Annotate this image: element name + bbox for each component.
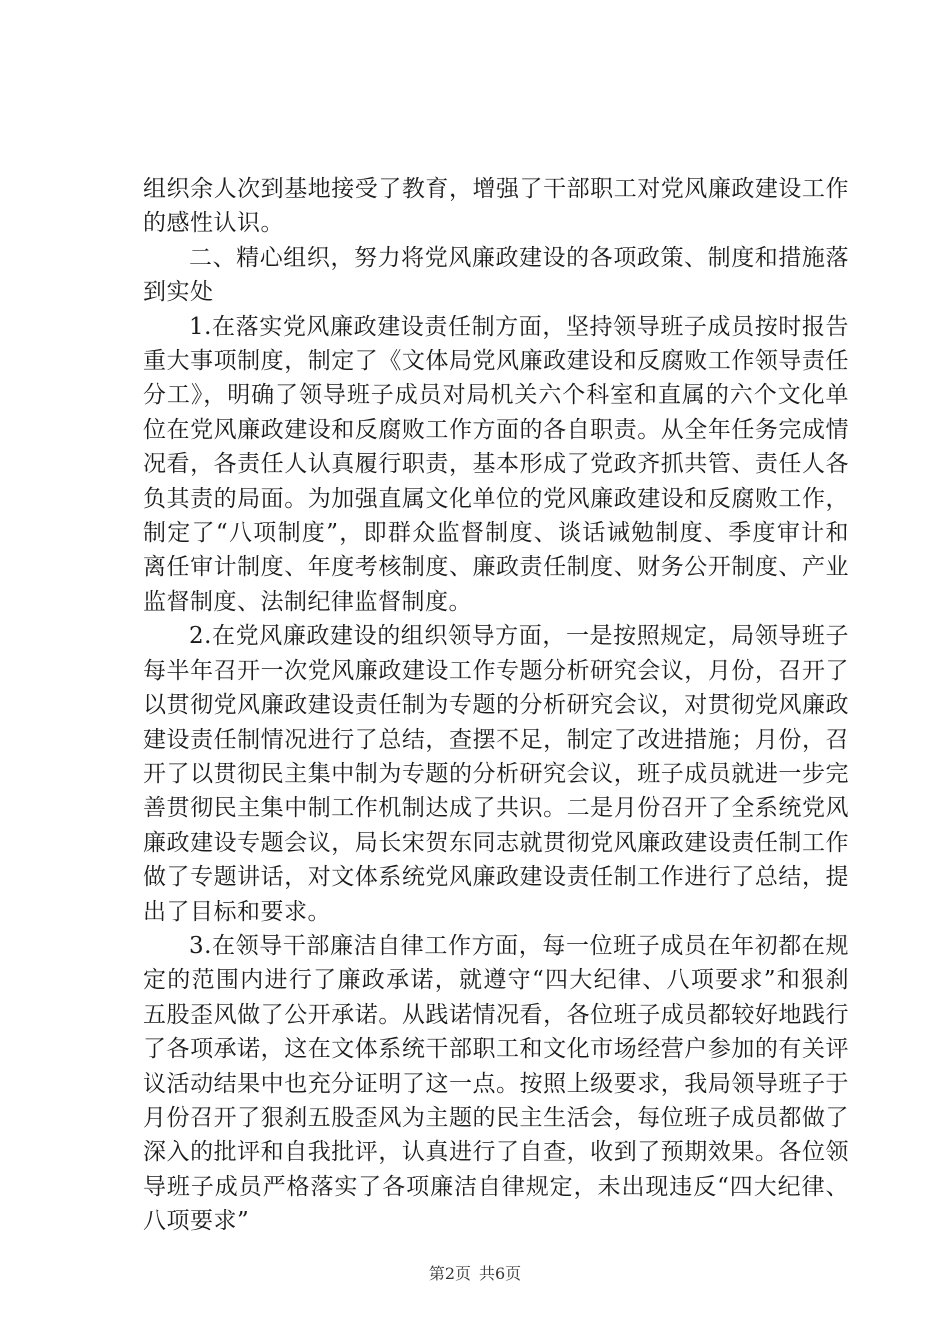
page-footer bbox=[0, 1261, 950, 1284]
page-total: 共6页 bbox=[479, 1264, 522, 1283]
section-heading-2: 二、精心组织，努力将党风廉政建设的各项政策、制度和措施落到实处 bbox=[143, 244, 849, 306]
paragraph-continuation: 组织余人次到基地接受了教育，增强了干部职工对党风廉政建设工作的感性认识。 bbox=[143, 176, 849, 237]
page-number: 第2页 bbox=[428, 1264, 471, 1283]
document-body bbox=[143, 172, 849, 1239]
paragraph-item-3: 3.在领导干部廉洁自律工作方面，每一位班子成员在年初都在规定的范围内进行了廉政承诺，就遵守“四大纪律、八项要求”和狠刹五股歪风做了公开承诺。从践诺情况看，各位班子成员都较好地践行了各项承诺，这在文体系统干部职工和文化市场经营户参加的有关评议活动结果中也充分证明了这一点。按照上级要求，我局领导班子于月份召开了狠刹五股歪风为主题的民主生活会，每位班子成员都做了深入的批评和自我批评，认真进行了自查，收到了预期效果。各位领导班子成员严格落实了各项廉洁自律规定，未出现违反“四大纪律、八项要求” bbox=[143, 932, 849, 1235]
paragraph-item-2: 2.在党风廉政建设的组织领导方面，一是按照规定，局领导班子每半年召开一次党风廉政建设工作专题分析研究会议，月份，召开了以贯彻党风廉政建设责任制为专题的分析研究会议，对贯彻党风廉政建设责任制情况进行了总结，查摆不足，制定了改进措施；月份，召开了以贯彻民主集中制为专题的分析研究会议，班子成员就进一步完善贯彻民主集中制工作机制达成了共识。二是月份召开了全系统党风廉政建设专题会议，局长宋贺东同志就贯彻党风廉政建设责任制工作做了专题讲话，对文体系统党风廉政建设责任制工作进行了总结，提出了目标和要求。 bbox=[143, 623, 849, 925]
paragraph-item-1: 1.在落实党风廉政建设责任制方面，坚持领导班子成员按时报告重大事项制度，制定了《文体局党风廉政建设和反腐败工作领导责任分工》，明确了领导班子成员对局机关六个科室和直属的六个文化单位在党风廉政建设和反腐败工作方面的各自职责。从全年任务完成情况看，各责任人认真履行职责，基本形成了党政齐抓共管、责任人各负其责的局面。为加强直属文化单位的党风廉政建设和反腐败工作，制定了“八项制度”，即群众监督制度、谈话诫勉制度、季度审计和离任审计制度、年度考核制度、廉政责任制度、财务公开制度、产业监督制度、法制纪律监督制度。 bbox=[143, 313, 849, 615]
